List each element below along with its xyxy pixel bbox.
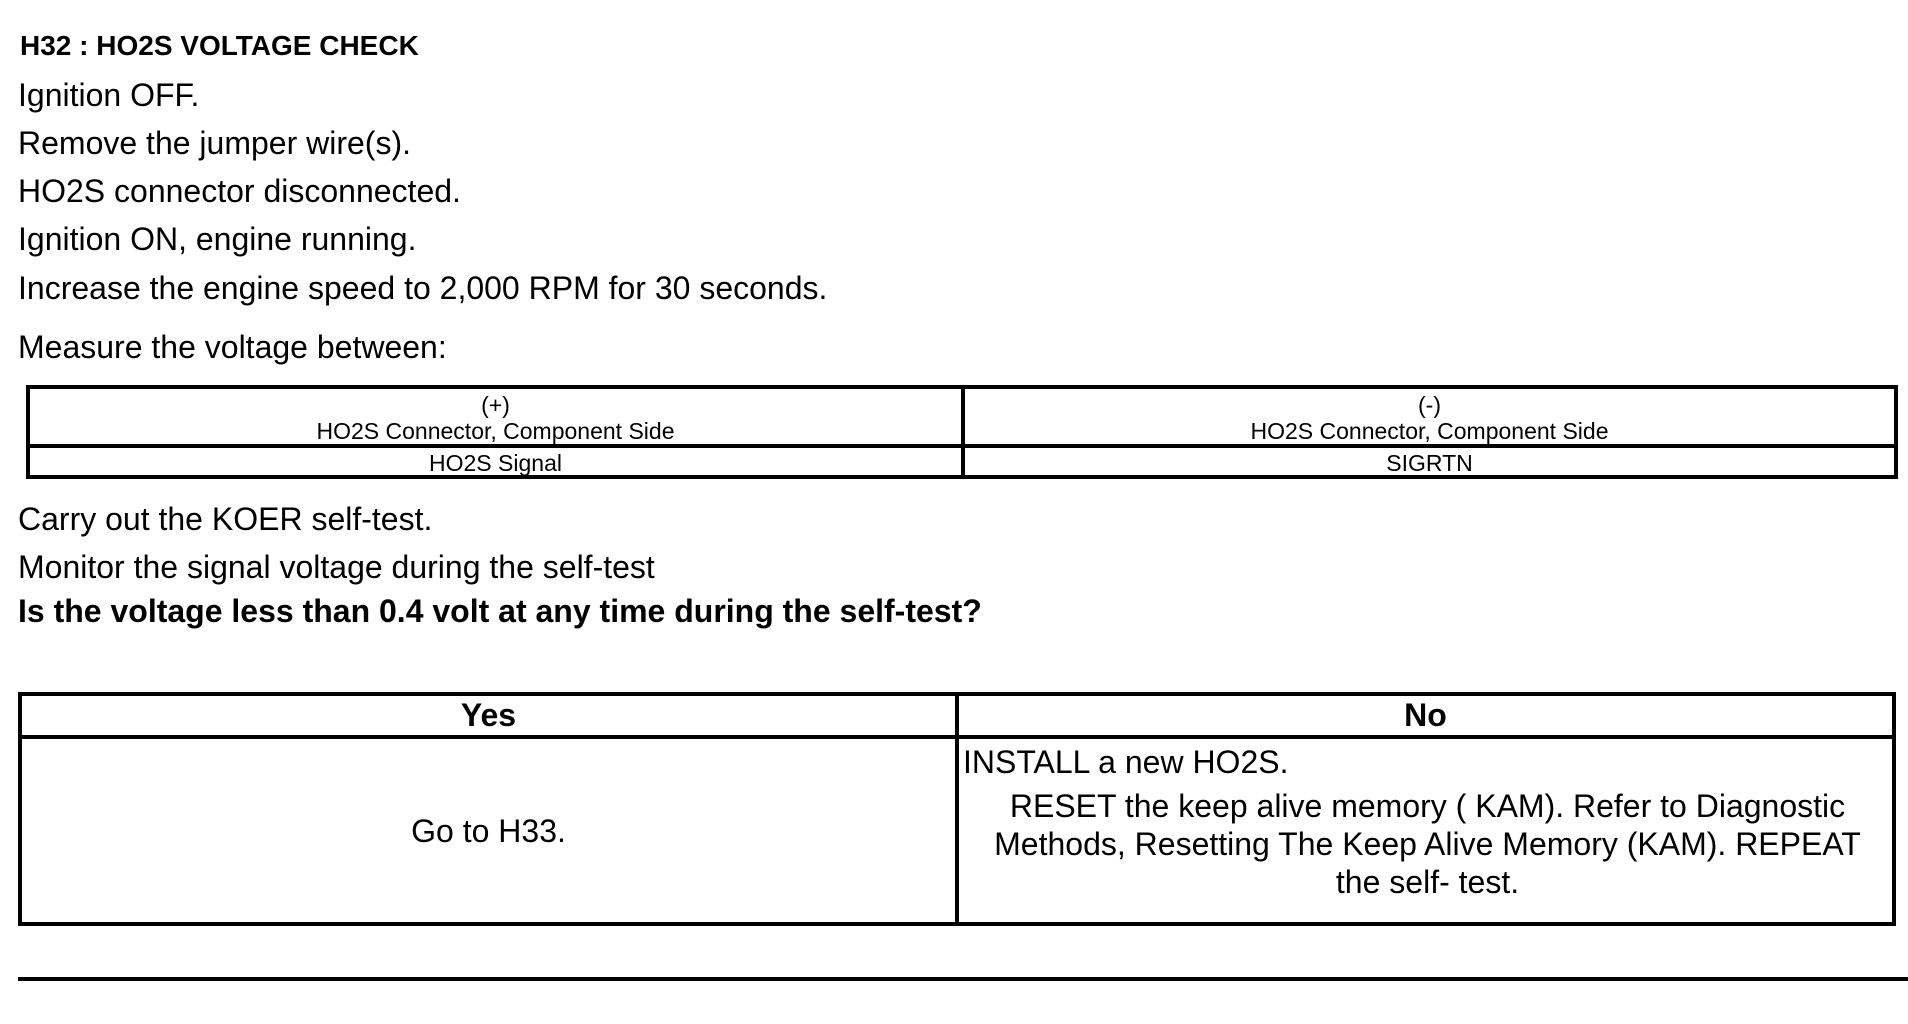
step-monitor-voltage: Monitor the signal voltage during the self-test <box>18 549 655 585</box>
negative-label: (-) <box>1418 392 1441 418</box>
positive-pin: HO2S Signal <box>30 448 965 475</box>
question: Is the voltage less than 0.4 volt at any time during the self-test? <box>18 593 982 629</box>
step-measure-voltage: Measure the voltage between: <box>18 329 447 365</box>
positive-label: (+) <box>481 392 510 418</box>
result-table <box>18 692 1896 926</box>
yes-header: Yes <box>22 696 959 739</box>
yes-action-cell <box>22 739 959 922</box>
negative-header <box>965 389 1894 448</box>
no-action-install: INSTALL a new HO2S. <box>963 744 1289 780</box>
no-action-reset: RESET the keep alive memory ( KAM). Refer to Diagnostic Methods, Resetting The Keep Alive Memory (KAM). REPEAT the self- test. <box>994 788 1861 900</box>
step-increase-rpm: Increase the engine speed to 2,000 RPM for 30 seconds. <box>18 270 828 306</box>
bottom-divider <box>18 977 1908 981</box>
no-header: No <box>959 696 1892 739</box>
no-action-cell <box>959 739 1892 922</box>
step-remove-jumper: Remove the jumper wire(s). <box>18 125 411 161</box>
yes-action: Go to H33. <box>411 812 566 849</box>
negative-pin: SIGRTN <box>1386 450 1473 475</box>
positive-header <box>30 389 965 448</box>
positive-location: HO2S Connector, Component Side <box>316 418 675 444</box>
step-connector-disconnected: HO2S connector disconnected. <box>18 173 461 209</box>
measurement-table <box>26 385 1898 479</box>
step-ignition-off: Ignition OFF. <box>18 77 200 113</box>
step-koer-self-test: Carry out the KOER self-test. <box>18 501 433 537</box>
step-ignition-on: Ignition ON, engine running. <box>18 221 417 257</box>
page-title: H32 : HO2S VOLTAGE CHECK <box>20 30 419 61</box>
negative-location: HO2S Connector, Component Side <box>1250 418 1609 444</box>
